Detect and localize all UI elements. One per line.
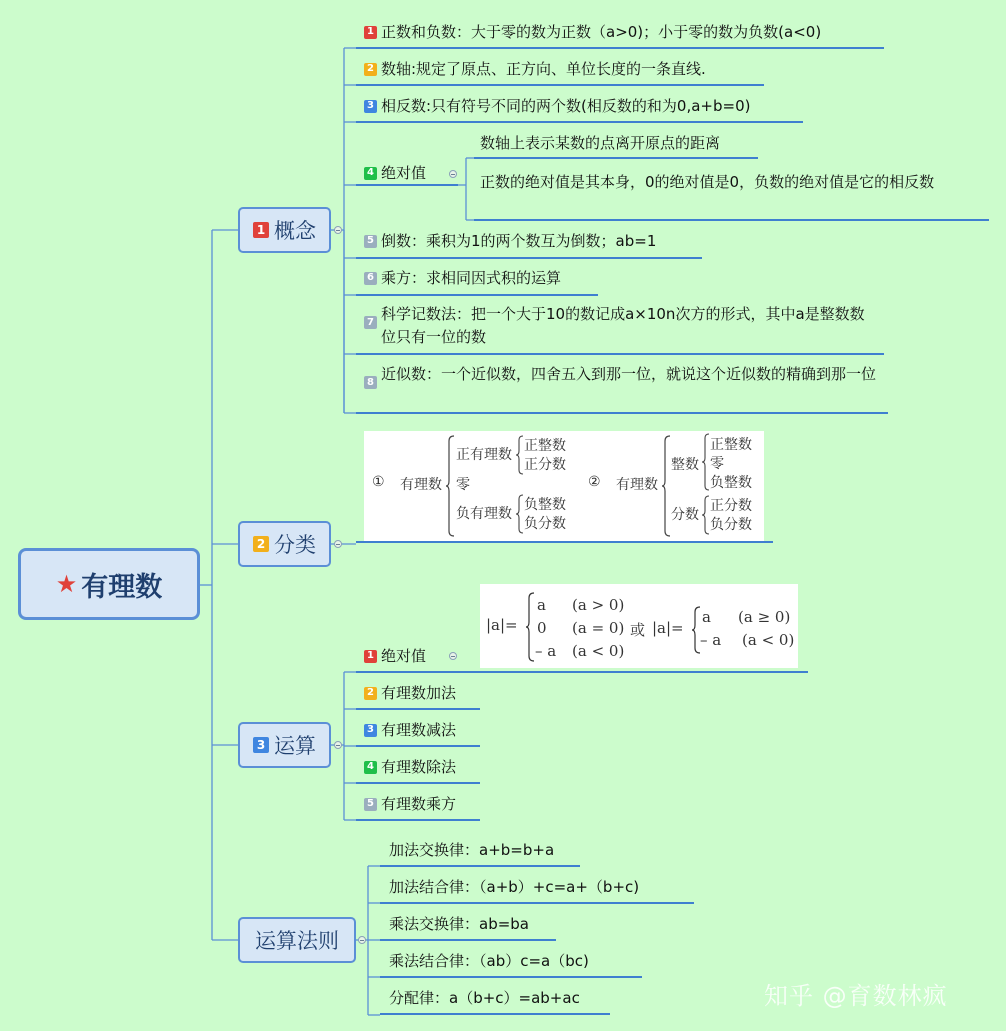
concept-item-3[interactable]: [364, 95, 750, 117]
number-badge-icon: 8: [364, 376, 377, 389]
underline: [356, 708, 480, 710]
label-neg-int: 负整数: [524, 497, 566, 513]
category-label: 运算: [274, 734, 316, 758]
brace-icon: [702, 495, 710, 535]
formula-abs-a: |a|=: [486, 616, 518, 634]
formula-neg-a: – a: [700, 631, 722, 649]
underline: [380, 976, 642, 978]
operation-item-4[interactable]: [364, 756, 456, 778]
underline: [356, 782, 480, 784]
underline: [356, 257, 702, 259]
item-text: 乘法结合律：（ab）c=a（bc): [389, 952, 589, 970]
label-rational: 有理数: [400, 477, 442, 493]
rule-item-5[interactable]: [389, 987, 580, 1009]
category-classification[interactable]: [238, 521, 331, 567]
underline: [356, 47, 884, 49]
number-badge-icon: 1: [253, 222, 269, 238]
concept-item-8[interactable]: [364, 363, 884, 389]
collapse-toggle-icon[interactable]: [449, 652, 457, 660]
item-text: 有理数减法: [381, 721, 457, 739]
item-text: 有理数除法: [381, 758, 457, 776]
formula-cond-ge: (a ≥ 0): [738, 608, 791, 626]
label-pos-int: 正整数: [524, 438, 566, 454]
rule-item-4[interactable]: [389, 950, 589, 972]
underline: [380, 939, 556, 941]
item-text: 绝对值: [381, 164, 427, 182]
label-circle-1: ①: [372, 474, 385, 490]
label-pos-frac: 正分数: [524, 457, 566, 473]
concept-item-1[interactable]: [364, 21, 821, 43]
collapse-toggle-icon[interactable]: [449, 170, 457, 178]
item-text: 绝对值: [381, 647, 427, 665]
number-badge-icon: 2: [364, 63, 377, 76]
item-text: 相反数:只有符号不同的两个数(相反数的和为0,a+b=0): [381, 97, 751, 115]
number-badge-icon: 5: [364, 235, 377, 248]
rule-item-3[interactable]: [389, 913, 529, 935]
category-label: 分类: [274, 533, 316, 557]
underline: [380, 865, 580, 867]
item-text: 正数和负数：大于零的数为正数（a>0)；小于零的数为负数(a<0): [381, 23, 822, 41]
item-text: 数轴:规定了原点、正方向、单位长度的一条直线.: [381, 60, 706, 78]
number-badge-icon: 3: [364, 100, 377, 113]
formula-or: 或: [630, 621, 646, 639]
category-label: 概念: [274, 219, 316, 243]
underline: [356, 671, 808, 673]
formula-neg-a: – a: [535, 642, 557, 660]
category-label: 运算法则: [255, 929, 339, 953]
item-text: 倒数：乘积为1的两个数互为倒数；ab=1: [381, 232, 657, 250]
item-text: 加法结合律：（a+b）+c=a+（b+c): [389, 878, 640, 896]
number-badge-icon: 2: [253, 536, 269, 552]
underline: [380, 1013, 610, 1015]
item-text: 乘法交换律：ab=ba: [389, 915, 529, 933]
formula-cond-lt: (a < 0): [742, 631, 795, 649]
number-badge-icon: 5: [364, 798, 377, 811]
underline: [356, 412, 888, 414]
underline: [356, 294, 598, 296]
underline: [356, 121, 803, 123]
operation-item-5[interactable]: [364, 793, 456, 815]
category-concept[interactable]: [238, 207, 331, 253]
collapse-toggle-icon[interactable]: [358, 936, 366, 944]
root-node[interactable]: [18, 548, 200, 620]
label-neg-rational: 负有理数: [456, 506, 512, 522]
collapse-toggle-icon[interactable]: [334, 540, 342, 548]
collapse-toggle-icon[interactable]: [334, 226, 342, 234]
item-text: 有理数乘方: [381, 795, 457, 813]
watermark: 知乎 @育数林疯: [764, 982, 948, 1010]
collapse-toggle-icon[interactable]: [334, 741, 342, 749]
operation-item-1[interactable]: [364, 645, 426, 667]
number-badge-icon: 7: [364, 316, 377, 329]
concept-item-2[interactable]: [364, 58, 706, 80]
formula-zero: 0: [537, 619, 547, 637]
formula-cond-neg: (a < 0): [572, 642, 625, 660]
number-badge-icon: 3: [253, 737, 269, 753]
rule-item-2[interactable]: [389, 876, 639, 898]
brace-icon: [516, 494, 524, 534]
underline: [356, 819, 480, 821]
underline: [380, 902, 694, 904]
classification-figure: [364, 431, 764, 541]
concept-item-4[interactable]: [364, 162, 426, 184]
underline: [474, 157, 758, 159]
underline: [474, 219, 989, 221]
number-badge-icon: 4: [364, 761, 377, 774]
label-pos-rational: 正有理数: [456, 447, 512, 463]
brace-icon: [702, 433, 710, 491]
item-text: 加法交换律：a+b=b+a: [389, 841, 555, 859]
item-text: 数轴上表示某数的点离开原点的距离: [480, 134, 721, 152]
abs-value-definition-1[interactable]: [480, 132, 720, 154]
item-text: 分配律：a（b+c）=ab+ac: [389, 989, 580, 1007]
formula-a: a: [537, 596, 546, 614]
label-integer: 整数: [671, 457, 699, 473]
concept-item-5[interactable]: [364, 230, 656, 252]
label-circle-2: ②: [588, 474, 601, 490]
formula-cond-pos: (a > 0): [572, 596, 625, 614]
operation-item-2[interactable]: [364, 682, 456, 704]
category-operations[interactable]: [238, 722, 331, 768]
label-neg-frac: 负分数: [710, 517, 752, 533]
item-text: 近似数：一个近似数，四舍五入到那一位，就说这个近似数的精确到那一位: [381, 365, 877, 383]
number-badge-icon: 1: [364, 650, 377, 663]
underline: [356, 84, 764, 86]
formula-cond-zero: (a = 0): [572, 619, 625, 637]
rule-item-1[interactable]: [389, 839, 554, 861]
label-neg-int: 负整数: [710, 475, 752, 491]
item-text: 科学记数法：把一个大于10的数记成a×10n次方的形式，其中a是整数数位只有一位的数: [381, 305, 865, 346]
underline: [356, 745, 480, 747]
number-badge-icon: 6: [364, 272, 377, 285]
number-badge-icon: 2: [364, 687, 377, 700]
label-rational: 有理数: [616, 477, 658, 493]
number-badge-icon: 3: [364, 724, 377, 737]
concept-item-6[interactable]: [364, 267, 561, 289]
label-neg-frac: 负分数: [524, 516, 566, 532]
label-pos-int: 正整数: [710, 437, 752, 453]
label-pos-frac: 正分数: [710, 498, 752, 514]
item-text: 有理数加法: [381, 684, 457, 702]
underline: [356, 353, 884, 355]
star-icon: ★: [55, 570, 78, 598]
number-badge-icon: 4: [364, 167, 377, 180]
label-zero: 零: [456, 477, 470, 493]
root-title: 有理数: [81, 571, 163, 603]
absolute-value-formula: [480, 584, 798, 668]
underline: [356, 184, 458, 186]
underline: [356, 541, 773, 543]
number-badge-icon: 1: [364, 26, 377, 39]
brace-icon: [446, 435, 456, 537]
label-fraction: 分数: [671, 507, 699, 523]
formula-a: a: [702, 608, 711, 626]
formula-abs-a: |a|=: [652, 619, 684, 637]
label-zero: 零: [710, 456, 724, 472]
concept-item-7[interactable]: [364, 303, 876, 349]
operation-item-3[interactable]: [364, 719, 456, 741]
brace-icon: [516, 435, 524, 475]
category-rules[interactable]: [238, 917, 356, 963]
item-text: 乘方：求相同因式积的运算: [381, 269, 562, 287]
item-text: 正数的绝对值是其本身，0的绝对值是0，负数的绝对值是它的相反数: [480, 173, 935, 191]
abs-value-definition-2[interactable]: [480, 170, 980, 195]
